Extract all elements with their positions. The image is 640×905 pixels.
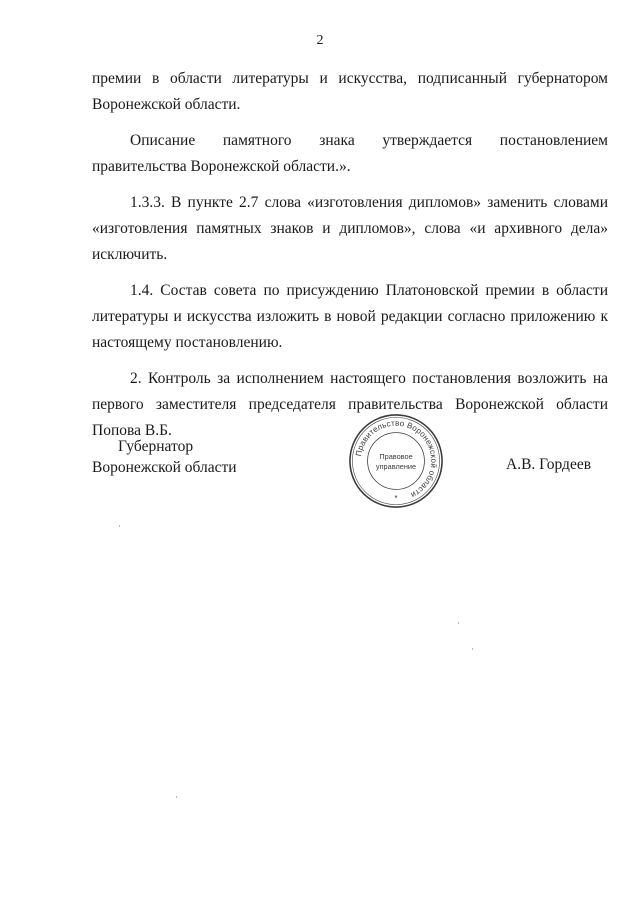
signatory-position	[92, 436, 237, 478]
paragraph-3: 1.3.3. В пункте 2.7 слова «изготовления дипломов» заменить словами «изготовления памятных знаков и дипломов», слова «и архивного дела» исключить.	[92, 194, 608, 263]
position-line-1: Губернатор	[118, 438, 194, 455]
paragraph-1: премии в области литературы и искусства, подписанный губернатором Воронежской области.	[92, 70, 608, 113]
seal-center-line-2: управление	[375, 461, 417, 471]
official-seal-stamp	[347, 412, 445, 510]
seal-star-icon: *	[394, 494, 398, 504]
paragraph-4: 1.4. Состав совета по присуждению Платоновской премии в области литературы и искусства изложить в новой редакции согласно приложению к настоящему постановлению.	[92, 282, 608, 351]
seal-ring-text: Правительство Воронежской области	[354, 418, 439, 500]
seal-center-line-1: Правовое	[379, 452, 413, 462]
page-number: 2	[316, 33, 324, 48]
scan-speck	[472, 648, 473, 650]
position-line-2: Воронежской области	[92, 459, 237, 476]
paragraph-5: 2. Контроль за исполнением настоящего постановления возложить на первого заместителя председателя правительства Воронежской области Попова В.Б.	[92, 370, 608, 439]
document-body	[92, 66, 608, 444]
scan-speck	[458, 622, 459, 624]
scan-speck	[119, 525, 120, 527]
paragraph-2: Описание памятного знака утверждается постановлением правительства Воронежской области.».	[92, 132, 608, 175]
scan-speck	[176, 796, 177, 798]
signatory-name: А.В. Гордеев	[506, 456, 592, 473]
